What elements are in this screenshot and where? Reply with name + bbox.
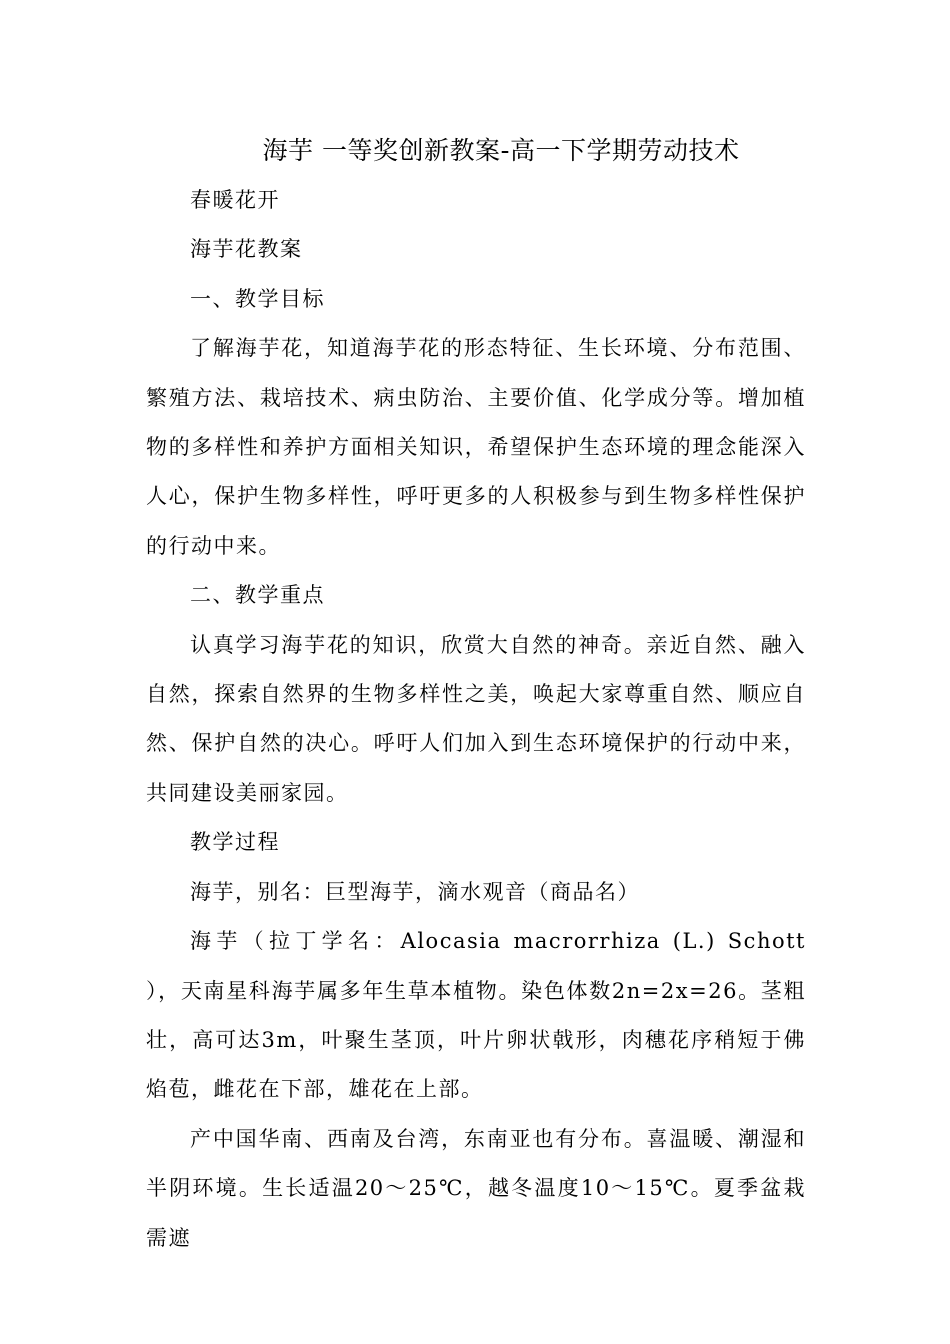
document-title: 海芋 一等奖创新教案-高一下学期劳动技术 bbox=[262, 136, 740, 165]
paragraph-key-points: 认真学习海芋花的知识，欣赏大自然的神奇。亲近自然、融入自然，探索自然界的生物多样性之美，唤起大家尊重自然、顺应自然、保护自然的决心。呼吁人们加入到生态环境保护的行动中来，共同建设美丽家园。 bbox=[146, 632, 806, 805]
document-body bbox=[146, 176, 806, 1263]
section-heading-objectives: 一、教学目标 bbox=[190, 286, 325, 311]
paragraph-alias: 海芋，别名：巨型海芋，滴水观音（商品名） bbox=[190, 879, 640, 904]
paragraph-distribution: 产中国华南、西南及台湾，东南亚也有分布。喜温暖、潮湿和半阴环境。生长适温20～25℃，越冬温度10～15℃。夏季盆栽需遮 bbox=[146, 1126, 806, 1250]
section-heading-process: 教学过程 bbox=[190, 830, 280, 855]
paragraph-objectives: 了解海芋花，知道海芋花的形态特征、生长环境、分布范围、繁殖方法、栽培技术、病虫防治、主要价值、化学成分等。增加植物的多样性和养护方面相关知识，希望保护生态环境的理念能深入人心，保护生物多样性，呼吁更多的人积极参与到生物多样性保护的行动中来。 bbox=[146, 336, 806, 558]
section-heading-key-points: 二、教学重点 bbox=[190, 583, 325, 608]
paragraph-heading-spring: 春暖花开 bbox=[190, 188, 280, 212]
paragraph-description: 海芋（拉丁学名：Alocasia macrorrhiza (L.) Schott ），天南星科海芋属多年生草本植物。染色体数2n=2x=26。茎粗壮，高可达3m，叶聚生茎顶，叶片卵状戟形，肉穗花序稍短于佛焰苞，雌花在下部，雄花在上部。 bbox=[146, 929, 806, 1102]
paragraph-heading-lesson-plan: 海芋花教案 bbox=[190, 237, 303, 262]
